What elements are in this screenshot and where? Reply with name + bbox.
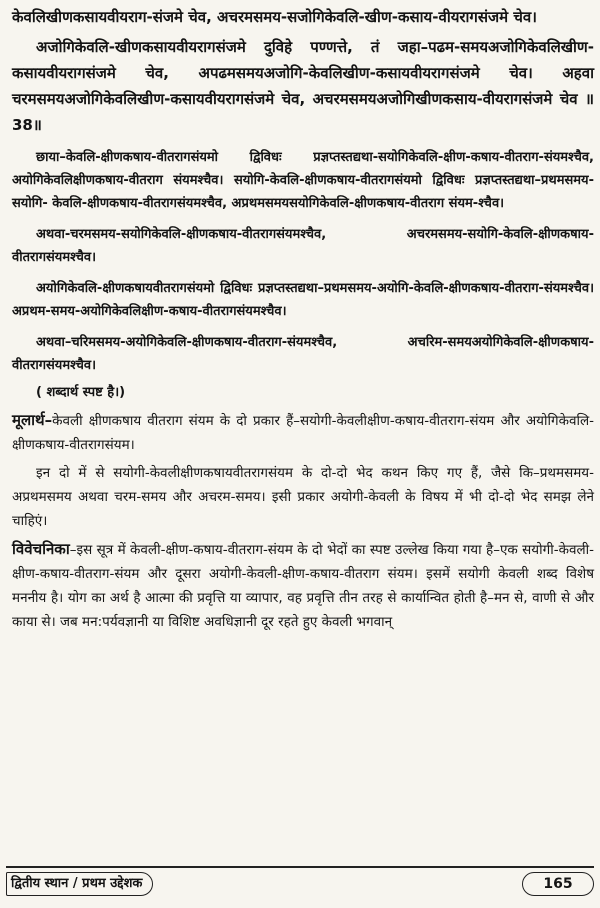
section-label: द्वितीय स्थान / प्रथम उद्देशक (6, 872, 153, 896)
moolartha-text: केवली क्षीणकषाय वीतराग संयम के दो प्रकार हैं–सयोगी-केवलीक्षीण-कषाय-वीतराग-संयम और अयोगिकेवलि-क्षीणकषाय-वीतरागसंयम। (12, 413, 594, 453)
page-body (12, 4, 594, 634)
vivechanika-heading: विवेचनिका (12, 540, 70, 558)
chhaya-ayogi-paragraph: अयोगिकेवलि-क्षीणकषायवीतरागसंयमो द्विविधः प्रज्ञप्तस्तद्यथा–प्रथमसमय-अयोगि-केवलि-क्षीणकषाय-वीतराग-संयमश्चैव। अप्रथम-समय-अयोगिकेवलिक्षीण-कषाय-वीतरागसंयमश्चैव। (12, 281, 594, 319)
page-footer (6, 866, 594, 898)
sutra-text-continued: केवलिखीणकसायवीयराग-संजमे चेव, अचरमसमय-सजोगिकेवलि-खीण-कसाय-वीयरागसंजमे चेव। (12, 8, 537, 26)
moolartha-paragraph (12, 408, 594, 457)
shabdartha-note: ( शब्दार्थ स्पष्ट है।) (36, 385, 126, 400)
chhaya-paragraph: छाया–केवलि-क्षीणकषाय-वीतरागसंयमो द्विविधः प्रज्ञप्तस्तद्यथा-सयोगिकेवलि-क्षीण-कषाय-वीतराग-संयमश्चैव, अयोगिकेवलिक्षीणकषाय-वीतराग संयमश्चैव। सयोगि-केवलि-क्षीणकषाय-वीतरागसंयमो द्विविधः प्रज्ञप्तस्तद्यथा–प्रथमसमय-सयोगि- केवलि-क्षीणकषाय-वीतरागसंयमश्चैव, अप्रथमसमयसयोगिकेवलि-क्षीणकषाय-वीतराग संयम-श्चैव। (12, 150, 594, 211)
chhaya-alternate-paragraph: अथवा-चरमसमय-सयोगिकेवलि-क्षीणकषाय-वीतरागसंयमश्चैव, अचरमसमय-सयोगि-केवलि-क्षीणकषाय-वीतरागसंयमश्चैव। (12, 227, 594, 265)
vivechanika-paragraph (12, 537, 594, 634)
explanation-paragraph: इन दो में से सयोगी-केवलीक्षीणकषायवीतरागसंयम के दो-दो भेद कथन किए गए हैं, जैसे कि–प्रथमसमय-अप्रथमसमय अथवा चरम-समय और अचरम-समय। इसी प्रकार अयोगी-केवली के विषय में भी दो-दो भेद समझ लेने चाहिएं। (12, 465, 594, 529)
vivechanika-text: –इस सूत्र में केवली-क्षीण-कषाय-वीतराग-संयम के दो भेदों का स्पष्ट उल्लेख किया गया है–एक सयोगी-केवली-क्षीण-कषाय-वीतराग-संयम और दूसरा अयोगी-केवली-क्षीण-कषाय-वीतराग संयम। इसमें सयोगी केवली शब्द विशेष मननीय है। योग का अर्थ है आत्मा की प्रवृत्ति या व्यापार, वह प्रवृत्ति तीन तरह से कार्यान्वित होती है–मन से, वाणी से और काया से। जब मन:पर्यवज्ञानी या विशिष्ट अवधिज्ञानी दूर रहते हुए केवली भगवान् (12, 542, 594, 630)
moolartha-heading: मूलार्थ– (12, 411, 53, 429)
sutra-38-text: अजोगिकेवलि-खीणकसायवीयरागसंजमे दुविहे पण्णत्ते, तं जहा–पढम-समयअजोगिकेवलिखीण-कसायवीयरागसंजमे चेव, अपढमसमयअजोगि-केवलिखीण-कसायवीयरागसंजमे चेव। अहवा चरमसमयअजोगिकेवलिखीण-कसायवीयरागसंजमे चेव, अचरमसमयअजोगिखीणकसाय-वीयरागसंजमे चेव ॥38॥ (12, 38, 594, 134)
page-number: 165 (522, 872, 594, 896)
chhaya-ayogi-alternate-paragraph: अथवा–चरिमसमय-अयोगिकेवलि-क्षीणकषाय-वीतराग-संयमश्चैव, अचरिम-समयअयोगिकेवलि-क्षीणकषाय-वीतरागसंयमश्चैव। (12, 335, 594, 373)
